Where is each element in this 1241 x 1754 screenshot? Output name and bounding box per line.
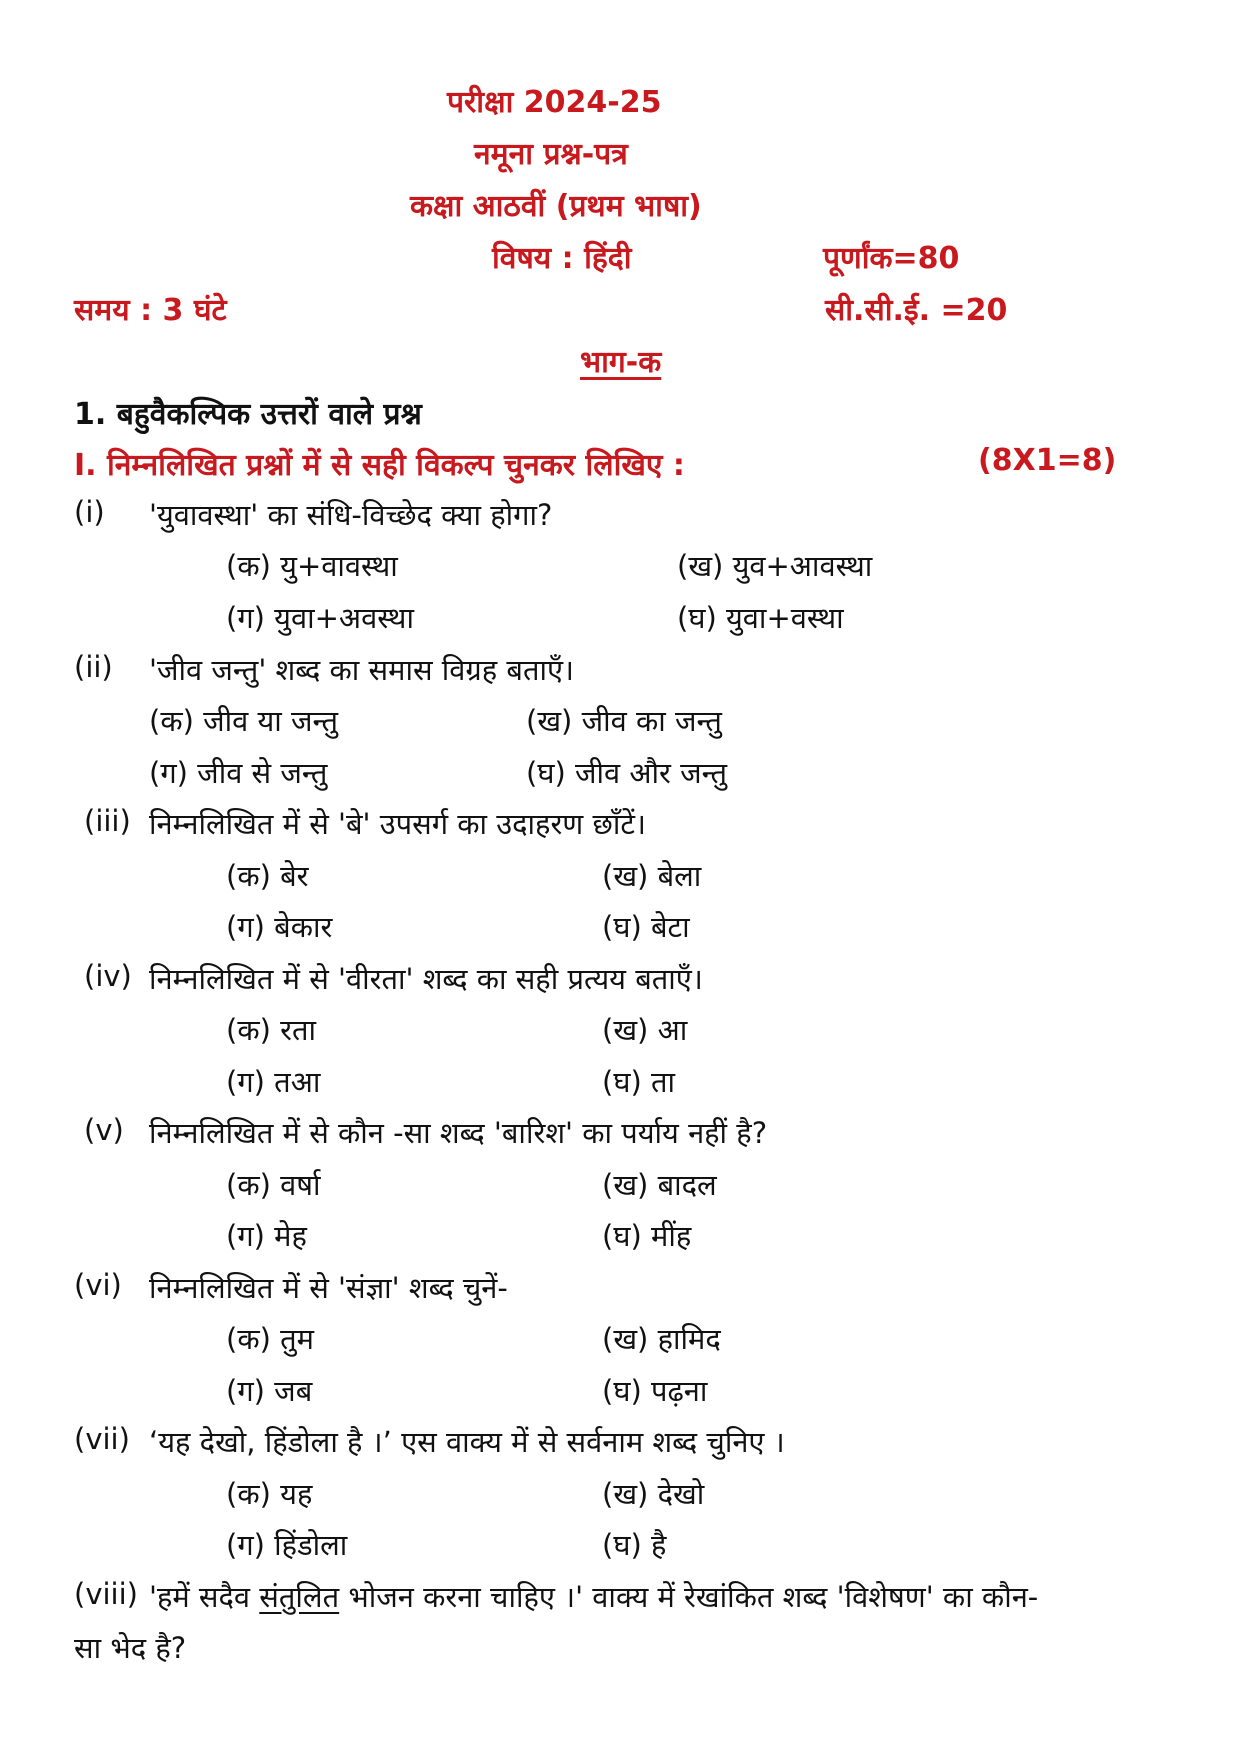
question-text: निम्नलिखित में से 'संज्ञा' शब्द चुनें- [149,1271,508,1305]
instruction: I. निम्नलिखित प्रश्नों में से सही विकल्प चुनकर लिखिए : [74,448,685,483]
cce-marks: सी.सी.ई. =20 [825,293,1008,328]
exam-title: परीक्षा 2024-25 [447,85,662,120]
question-text: निम्नलिखित में से कौन -सा शब्द 'बारिश' का पर्याय नहीं है? [149,1116,768,1150]
option-b: (ख) जीव का जन्तु [526,704,722,738]
paper-type: नमूना प्रश्न-पत्र [474,137,628,172]
option-c: (ग) मेह [226,1219,307,1253]
option-c: (ग) जीव से जन्तु [149,756,328,790]
class-label: कक्षा आठवीं (प्रथम भाषा) [410,189,702,224]
option-a: (क) रता [226,1013,317,1047]
option-d: (घ) ता [602,1065,676,1099]
question-number: (iii) [84,804,131,838]
question-text: ‘यह देखो, हिंडोला है ।’ एस वाक्य में से सर्वनाम शब्द चुनिए । [149,1425,785,1459]
option-c: (ग) तआ [226,1065,321,1099]
option-b: (ख) बादल [602,1168,717,1202]
option-d: (घ) बेटा [602,910,690,944]
question-number: (v) [84,1113,124,1147]
option-c: (ग) युवा+अवस्था [226,601,414,635]
option-c: (ग) हिंडोला [226,1528,348,1562]
option-c: (ग) बेकार [226,910,333,944]
option-a: (क) तुम [226,1322,314,1356]
option-d: (घ) जीव और जन्तु [526,756,728,790]
option-d: (घ) मींह [602,1219,692,1253]
option-d: (घ) पढ़ना [602,1374,708,1408]
option-b: (ख) बेला [602,859,702,893]
section-label: भाग-क [580,345,662,380]
question-text: निम्नलिखित में से 'बे' उपसर्ग का उदाहरण छाँटें। [149,807,646,841]
question-text-pre: 'हमें सदैव [149,1580,260,1614]
option-a: (क) वर्षा [226,1168,321,1202]
question-text [149,1577,1038,1616]
time-label: समय : 3 घंटे [74,293,227,328]
option-a: (क) बेर [226,859,309,893]
question-text: निम्नलिखित में से 'वीरता' शब्द का सही प्रत्यय बताएँ। [149,962,703,996]
option-d: (घ) युवा+वस्था [677,601,844,635]
question-number: (i) [74,495,105,529]
option-a: (क) यु+वावस्था [226,549,398,583]
question-number: (vi) [74,1268,122,1302]
question-text-post: भोजन करना चाहिए ।' वाक्य में रेखांकित शब्द 'विशेषण' का कौन- [339,1580,1039,1614]
option-b: (ख) आ [602,1013,688,1047]
instruction-marks: (8X1=8) [978,443,1117,478]
question-text: 'युवावस्था' का संधि-विच्छेद क्या होगा? [149,498,553,532]
subject-label: विषय : हिंदी [492,241,632,276]
option-b: (ख) देखो [602,1477,705,1511]
option-a: (क) यह [226,1477,313,1511]
question-text-continued: सा भेद है? [74,1631,187,1665]
option-d: (घ) है [602,1528,667,1562]
full-marks: पूर्णांक=80 [823,241,960,276]
section-heading: 1. बहुवैकल्पिक उत्तरों वाले प्रश्न [74,397,422,432]
question-number: (viii) [74,1577,138,1611]
question-number: (vii) [74,1422,130,1456]
question-number: (iv) [84,959,132,993]
option-c: (ग) जब [226,1374,313,1408]
question-number: (ii) [74,650,113,684]
option-b: (ख) हामिद [602,1322,721,1356]
option-b: (ख) युव+आवस्था [677,549,873,583]
underlined-word: संतुलित [259,1580,340,1614]
question-text: 'जीव जन्तु' शब्द का समास विग्रह बताएँ। [149,653,575,687]
option-a: (क) जीव या जन्तु [149,704,339,738]
